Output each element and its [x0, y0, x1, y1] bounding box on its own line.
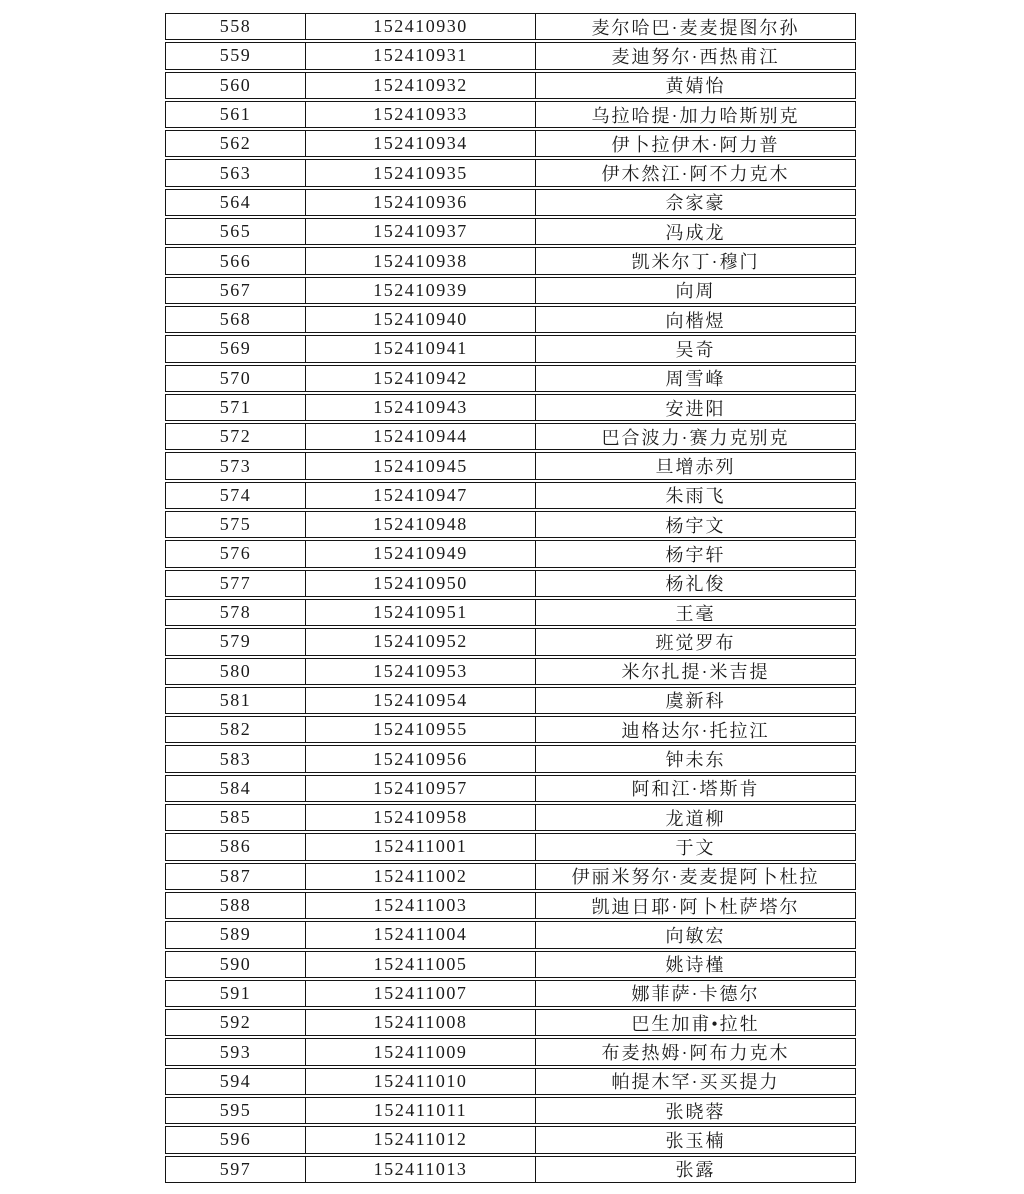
student-id-cell: 152410953: [305, 659, 535, 684]
table-row: [165, 863, 856, 890]
student-id-cell: 152411008: [305, 1010, 535, 1035]
table-row: [165, 423, 856, 450]
student-id-cell: 152411004: [305, 922, 535, 947]
student-id-cell: 152411001: [305, 834, 535, 859]
student-id-cell: 152410958: [305, 805, 535, 830]
student-id-cell: 152410951: [305, 600, 535, 625]
student-id-cell: 152410952: [305, 629, 535, 654]
student-name-cell: 向楷煜: [535, 307, 855, 332]
table-row: [165, 1097, 856, 1124]
row-index-cell: 594: [219, 1070, 252, 1091]
student-id-cell: 152410954: [305, 688, 535, 713]
student-name-cell: 向周: [535, 278, 855, 303]
row-index-cell: 585: [219, 807, 252, 828]
student-name-cell: 帕提木罕·买买提力: [535, 1069, 855, 1094]
row-index-cell: 595: [219, 1100, 252, 1121]
table-row: [165, 335, 856, 362]
table-row: [165, 1038, 856, 1065]
student-name-cell: 伊卜拉伊木·阿力普: [535, 131, 855, 156]
student-id-cell: 152410944: [305, 424, 535, 449]
student-name-cell: 佘家豪: [535, 190, 855, 215]
student-id-cell: 152410935: [305, 160, 535, 185]
row-index-cell: 561: [219, 104, 252, 125]
row-index-cell: 571: [219, 397, 252, 417]
student-name-cell: 旦增赤列: [535, 453, 855, 478]
student-id-cell: 152411011: [305, 1098, 535, 1123]
table-row: [165, 365, 856, 392]
student-id-cell: 152410937: [305, 219, 535, 244]
student-id-cell: 152410932: [305, 73, 535, 98]
student-name-cell: 杨礼俊: [535, 571, 855, 596]
table-row: [165, 306, 856, 333]
student-name-cell: 张露: [535, 1157, 855, 1182]
row-index-cell: 579: [219, 631, 252, 652]
row-index-cell: 560: [219, 74, 252, 95]
row-index-cell: 575: [219, 514, 252, 535]
student-id-cell: 152411012: [305, 1127, 535, 1152]
student-name-cell: 伊丽米努尔·麦麦提阿卜杜拉: [535, 864, 855, 889]
student-id-cell: 152411013: [305, 1157, 535, 1182]
student-name-cell: 张晓蓉: [535, 1098, 855, 1123]
table-row: [165, 951, 856, 978]
table-row: [165, 247, 856, 274]
student-id-cell: 152410933: [305, 102, 535, 127]
table-row: [165, 599, 856, 626]
row-index-cell: 587: [219, 865, 252, 886]
student-name-cell: 巴合波力·赛力克别克: [535, 424, 855, 449]
student-id-cell: 152410950: [305, 571, 535, 596]
table-row: [165, 745, 856, 772]
student-name-cell: 迪格达尔·托拉江: [535, 717, 855, 742]
row-index-cell: 573: [219, 455, 252, 476]
student-name-cell: 安进阳: [535, 395, 855, 420]
student-name-cell: 周雪峰: [535, 366, 855, 391]
student-id-cell: 152410936: [305, 190, 535, 215]
student-name-cell: 麦迪努尔·西热甫江: [535, 43, 855, 68]
name-roster-table: [165, 13, 856, 1185]
table-row: [165, 277, 856, 304]
table-row: [165, 72, 856, 99]
student-id-cell: 152411003: [305, 893, 535, 918]
student-id-cell: 152410938: [305, 248, 535, 273]
student-id-cell: 152410945: [305, 453, 535, 478]
student-id-cell: 152410942: [305, 366, 535, 391]
row-index-cell: 563: [219, 162, 252, 183]
row-index-cell: 572: [219, 426, 252, 447]
row-index-cell: 576: [219, 543, 252, 564]
row-index-cell: 564: [219, 191, 252, 212]
table-row: [165, 1126, 856, 1153]
student-name-cell: 凯米尔丁·穆门: [535, 248, 855, 273]
table-row: [165, 482, 856, 509]
row-index-cell: 591: [219, 982, 252, 1003]
student-name-cell: 麦尔哈巴·麦麦提图尔孙: [535, 14, 855, 39]
student-name-cell: 杨宇轩: [535, 541, 855, 566]
row-index-cell: 588: [219, 895, 252, 916]
student-id-cell: 152410948: [305, 512, 535, 537]
student-id-cell: 152410934: [305, 131, 535, 156]
row-index-cell: 582: [219, 719, 252, 740]
student-id-cell: 152410940: [305, 307, 535, 332]
student-name-cell: 阿和江·塔斯肯: [535, 776, 855, 801]
student-id-cell: 152410957: [305, 776, 535, 801]
student-name-cell: 杨宇文: [535, 512, 855, 537]
table-row: [165, 218, 856, 245]
row-index-cell: 559: [219, 45, 252, 66]
row-index-cell: 570: [219, 367, 252, 388]
student-name-cell: 虞新科: [535, 688, 855, 713]
row-index-cell: 583: [219, 748, 252, 769]
row-index-cell: 569: [219, 338, 252, 359]
student-name-cell: 于文: [535, 834, 855, 859]
student-name-cell: 张玉楠: [535, 1127, 855, 1152]
student-name-cell: 凯迪日耶·阿卜杜萨塔尔: [535, 893, 855, 918]
student-name-cell: 龙道柳: [535, 805, 855, 830]
row-index-cell: 562: [219, 133, 252, 154]
student-name-cell: 向敏宏: [535, 922, 855, 947]
row-index-cell: 596: [219, 1129, 252, 1150]
table-row: [165, 511, 856, 538]
row-index-cell: 566: [219, 250, 252, 271]
table-row: [165, 716, 856, 743]
row-index-cell: 568: [219, 309, 252, 330]
row-index-cell: 597: [219, 1158, 252, 1179]
student-name-cell: 布麦热姆·阿布力克木: [535, 1039, 855, 1064]
student-name-cell: 乌拉哈提·加力哈斯别克: [535, 102, 855, 127]
student-id-cell: 152410949: [305, 541, 535, 566]
table-row: [165, 1156, 856, 1183]
table-row: [165, 159, 856, 186]
table-row: [165, 1009, 856, 1036]
table-row: [165, 892, 856, 919]
student-name-cell: 姚诗槿: [535, 952, 855, 977]
table-row: [165, 1068, 856, 1095]
row-index-cell: 577: [219, 572, 252, 593]
table-row: [165, 570, 856, 597]
student-name-cell: 冯成龙: [535, 219, 855, 244]
table-row: [165, 540, 856, 567]
table-row: [165, 189, 856, 216]
table-row: [165, 394, 856, 421]
student-name-cell: 伊木然江·阿不力克木: [535, 160, 855, 185]
student-id-cell: 152411002: [305, 864, 535, 889]
student-id-cell: 152411009: [305, 1039, 535, 1064]
row-index-cell: 565: [219, 221, 252, 242]
student-id-cell: 152410955: [305, 717, 535, 742]
row-index-cell: 578: [219, 602, 252, 623]
table-row: [165, 804, 856, 831]
student-id-cell: 152410930: [305, 14, 535, 39]
student-id-cell: 152411005: [305, 952, 535, 977]
table-row: [165, 775, 856, 802]
student-name-cell: 米尔扎提·米吉提: [535, 659, 855, 684]
student-id-cell: 152411010: [305, 1069, 535, 1094]
table-row: [165, 628, 856, 655]
table-row: [165, 452, 856, 479]
student-id-cell: 152410939: [305, 278, 535, 303]
student-name-cell: 吴奇: [535, 336, 855, 361]
table-row: [165, 980, 856, 1007]
student-name-cell: 钟未东: [535, 746, 855, 771]
table-row: [165, 13, 856, 40]
table-row: [165, 42, 856, 69]
table-row: [165, 687, 856, 714]
table-row: [165, 833, 856, 860]
student-name-cell: 朱雨飞: [535, 483, 855, 508]
row-index-cell: 584: [219, 777, 252, 798]
row-index-cell: 593: [219, 1041, 252, 1062]
student-id-cell: 152410947: [305, 483, 535, 508]
table-row: [165, 921, 856, 948]
row-index-cell: 558: [219, 16, 252, 37]
row-index-cell: 589: [219, 924, 252, 945]
row-index-cell: 581: [219, 689, 252, 710]
student-id-cell: 152410941: [305, 336, 535, 361]
student-name-cell: 巴生加甫•拉牡: [535, 1010, 855, 1035]
table-row: [165, 658, 856, 685]
table-row: [165, 101, 856, 128]
student-id-cell: 152410931: [305, 43, 535, 68]
row-index-cell: 592: [219, 1012, 252, 1033]
row-index-cell: 574: [219, 484, 252, 505]
student-name-cell: 王毫: [535, 600, 855, 625]
student-name-cell: 娜菲萨·卡德尔: [535, 981, 855, 1006]
student-id-cell: 152411007: [305, 981, 535, 1006]
row-index-cell: 580: [219, 660, 252, 681]
row-index-cell: 567: [219, 279, 252, 300]
student-name-cell: 班觉罗布: [535, 629, 855, 654]
student-name-cell: 黄婧怡: [535, 73, 855, 98]
row-index-cell: 590: [219, 953, 252, 974]
student-id-cell: 152410956: [305, 746, 535, 771]
student-id-cell: 152410943: [305, 395, 535, 420]
table-row: [165, 130, 856, 157]
row-index-cell: 586: [219, 836, 252, 857]
